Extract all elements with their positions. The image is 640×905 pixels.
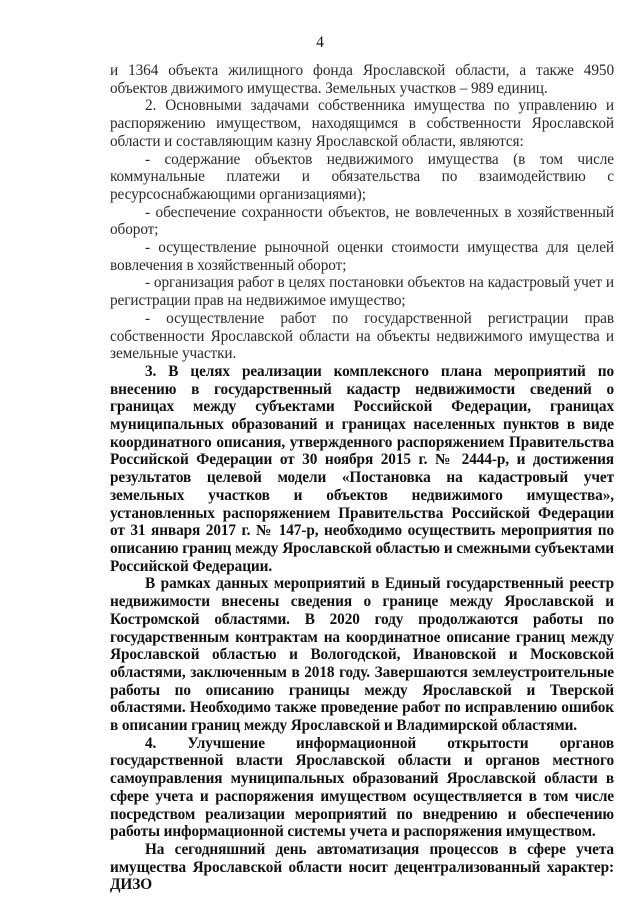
paragraph-automation: На сегодняшний день автоматизация процессов в сфере учета имущества Ярославской области носит децентрализованный характер: ДИЗО bbox=[110, 840, 614, 894]
paragraph-boundary-activities: В рамках данных мероприятий в Единый государственный реестр недвижимости внесены сведения о границе между Ярославской и Костромской областями. В 2020 году продолжаются работы по государственным контрактам на координатное описание границ между Ярославской областью и Вологодской, Ивановской и Московской областями, заключенным в 2018 году. Завершаются землеустроительные работы по описанию границы между Ярославской и Тверской областями. Необходимо также проведение работ по исправлению ошибок в описании границ между Ярославской и Владимирской областями. bbox=[110, 575, 614, 735]
document-body bbox=[110, 62, 614, 894]
list-item-valuation: - осуществление рыночной оценки стоимости имущества для целей вовлечения в хозяйственный оборот; bbox=[110, 239, 614, 274]
paragraph-continuation: и 1364 объекта жилищного фонда Ярославской области, а также 4950 объектов движимого имущества. Земельных участков – 989 единиц. bbox=[110, 62, 614, 97]
paragraph-3-boundaries: 3. В целях реализации комплексного плана мероприятий по внесению в государственный кадастр недвижимости сведений о границах между субъектами Российской Федерации, границах муниципальных образований и границах населенных пунктов в виде координатного описания, утвержденного распоряжением Правительства Российской Федерации от 30 ноября 2015 г. № 2444-р, и достижения результатов целевой модели «Постановка на кадастровый учет земельных участков и объектов недвижимого имущества», установленных распоряжением Правительства Российской Федерации от 31 января 2017 г. № 147-р, необходимо осуществить мероприятия по описанию границ между Ярославской областью и смежными субъектами Российской Федерации. bbox=[110, 362, 614, 575]
list-item-preservation: - обеспечение сохранности объектов, не вовлеченных в хозяйственный оборот; bbox=[110, 203, 614, 239]
paragraph-4-information-openness: 4. Улучшение информационной открытости органов государственной власти Ярославской области и органов местного самоуправления муниципальных образований Ярославской области в сфере учета и распоряжения имуществом осуществляется в том числе посредством реализации мероприятий по внедрению и обеспечению работы информационной системы учета и распоряжения имуществом. bbox=[110, 734, 614, 841]
page-number: 4 bbox=[316, 34, 324, 51]
list-item-maintenance: - содержание объектов недвижимого имущества (в том числе коммунальные платежи и обязательства по взаимодействию с ресурсоснабжающими организациями); bbox=[110, 150, 614, 203]
list-item-cadastral-registration: - организация работ в целях постановки объектов на кадастровый учет и регистрации прав на недвижимое имущество; bbox=[110, 274, 614, 310]
paragraph-2-owner-tasks: 2. Основными задачами собственника имущества по управлению и распоряжению имуществом, находящимся в собственности Ярославской области и составляющим казну Ярославской области, являются: bbox=[110, 97, 614, 150]
list-item-state-registration: - осуществление работ по государственной регистрации прав собственности Ярославской области на объекты недвижимого имущества и земельные участки. bbox=[110, 309, 614, 363]
